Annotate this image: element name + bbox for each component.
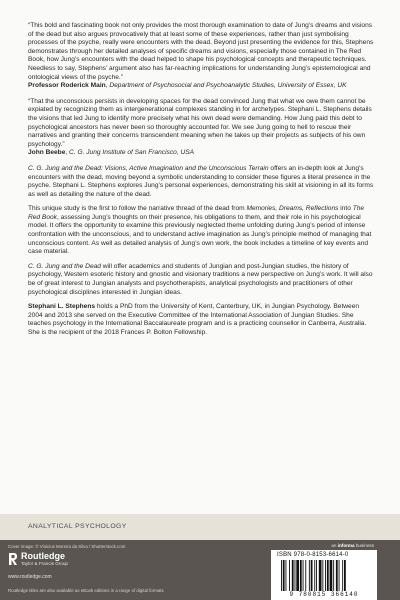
description-paragraph-1 — [28, 165, 374, 199]
cited-title: The Red Book — [28, 205, 365, 221]
barcode-bars-icon — [281, 560, 367, 591]
back-cover-text — [28, 22, 374, 344]
endorser-affiliation: Department of Psychosocial and Psychoanalytic Studies, University of Essex, UK — [109, 82, 347, 90]
ebook-note: Routledge titles are also available as eBook editions in a range of digital formats — [8, 588, 164, 593]
endorser-affiliation: C. G. Jung Institute of San Francisco, USA — [69, 149, 195, 157]
endorsement-quote: “That the unconscious persists in developing spaces for the dead convinced Jung that what we owe them cannot be expiated by recognizing them as intergenerational complexes standing in for archetypes. Stephani L. Stephens details the visions that led Jung to identify more precisely what his own dead were demanding. How Jung paid this debt to psychological ancestors has never been so thoroughly accounted for. We see Jung going to hell to rescue their narratives and granting their concerns transcendent meaning when he takes up their projects as subjects of his own psychology.” — [28, 97, 372, 148]
publisher-footer — [0, 540, 400, 600]
informa-suffix: business — [354, 543, 374, 548]
description-text: into — [338, 205, 353, 213]
endorsement-1: “This bold and fascinating book not only provides the most thorough examination to date of Jung’s dreams and visions of the dead but also argues provocatively that at least some of these experiences, rather than just symbolising processes of the psyche, really were encounters with the dead. Beyond just presenting the evidence for this, Stephens demonstrates through her detailed analyses of specific dreams and visions, especially those contained in The Red Book, how Jung’s encounters with the dead helped to shape his psychological concepts and therapeutic techniques. Needless to say, Stephens’ argument also has far-reaching implications for understanding Jung’s epistemological and ontological views of the psyche.” Professor Roderick Main, Department of Psychosocial and Psychoanalytic Studies, University of Essex, UK — [28, 22, 374, 90]
category-label: ANALYTICAL PSYCHOLOGY — [28, 523, 127, 530]
category-band — [0, 514, 400, 540]
description-paragraph-3 — [28, 263, 374, 297]
informa-name: informa — [337, 543, 355, 548]
publisher-logo — [8, 552, 68, 567]
description-text: , assessing Jung’s thoughts on their presence, his obligations to them, and their role in his psychological model. It offers the opportunity to examine this previously neglected theme unfolding during Jung’s period of intense confrontation with the unconscious, and to understand active imagination as Jung’s principle method of managing that unconscious content. As well as detailed analysis of Jung’s own work, the book includes a timeline of key events and case material. — [28, 213, 372, 256]
informa-mark — [331, 543, 374, 548]
barcode-digits: 9 780815 366140 — [289, 591, 359, 598]
author-name: Stephani L. Stephens — [28, 303, 96, 311]
author-bio-text: holds a PhD from the University of Kent, Canterbury, UK, in Jungian Psychology. Between 2004 and 2013 she served on the Executive Committee of the International Association of Jungian Studies. She teaches psychology in the International Baccalaureate program and is a practicing counsellor in Canberra, Australia. She is the recipient of the 2018 Frances P. Bolton Fellowship. — [28, 303, 367, 336]
cover-credit: Cover image: © Vinicius Moreira da Silva / Shutterstock.com — [8, 544, 126, 549]
publisher-subtitle: Taylor & Francis Group — [21, 561, 68, 566]
description-text: This unique study is the first to follow the narrative thread of the dead from — [28, 205, 247, 213]
description-text: will offer academics and students of Jungian and post-Jungian studies, the history of psychology, Western esoteric history and gnostic and visionary traditions a new perspective on Jung’s work. It will also be of great interest to Jungian analysts and psychotherapists, analytical psychologists and practitioners of other psychological disciplines interested in Jungian ideas. — [28, 262, 373, 296]
publisher-url: www.routledge.com — [8, 574, 52, 580]
endorsement-2: “That the unconscious persists in developing spaces for the dead convinced Jung that what we owe them cannot be expiated by recognizing them as intergenerational complexes standing in for archetypes. Stephani L. Stephens details the visions that led Jung to identify more precisely what his own dead were demanding. How Jung paid this debt to psychological ancestors has never been so thoroughly accounted for. We see Jung going to hell to rescue their narratives and granting their concerns transcendent meaning when he takes up their projects as subjects of his own psychology.” John Beebe, C. G. Jung Institute of San Francisco, USA — [28, 98, 374, 158]
endorsement-quote: “This bold and fascinating book not only provides the most thorough examination to date of Jung’s dreams and visions of the dead but also argues provocatively that at least some of these experiences, rather than just symbolising processes of the psyche, really were encounters with the dead. Beyond just presenting the evidence for this, Stephens demonstrates through her detailed analyses of specific dreams and visions, especially those contained in The Red Book, how Jung’s encounters with the dead helped to shape his psychological concepts and therapeutic techniques. Needless to say, Stephens’ argument also has far-reaching implications for understanding Jung’s epistemological and ontological views of the psyche.” — [28, 22, 374, 81]
description-paragraph-2 — [28, 205, 374, 257]
publisher-name: Routledge — [21, 551, 65, 561]
description-text: offers an in-depth look at Jung’s encounters with the dead, moving beyond a symbolic understanding to consider these figures a literal presence in the psyche. Stephani L. Stephens explores Jung’s personal experiences, demonstrating his skill at visioning in all its forms as well as detailing the nature of the dead. — [28, 164, 374, 198]
barcode — [271, 550, 377, 600]
routledge-logo-icon — [8, 552, 18, 566]
endorser-name: Professor Roderick Main — [28, 82, 106, 90]
cited-title: Memories, Dreams, Reflections — [246, 205, 339, 213]
book-title: C. G. Jung and the Dead — [28, 262, 101, 270]
book-title: C. G. Jung and the Dead: Visions, Active Imagination and the Unconscious Terrain — [28, 164, 269, 172]
author-bio — [28, 303, 374, 337]
isbn-label: ISBN 978-0-8153-6614-0 — [277, 552, 349, 558]
informa-prefix: an — [331, 543, 338, 548]
endorser-name: John Beebe — [28, 149, 66, 157]
